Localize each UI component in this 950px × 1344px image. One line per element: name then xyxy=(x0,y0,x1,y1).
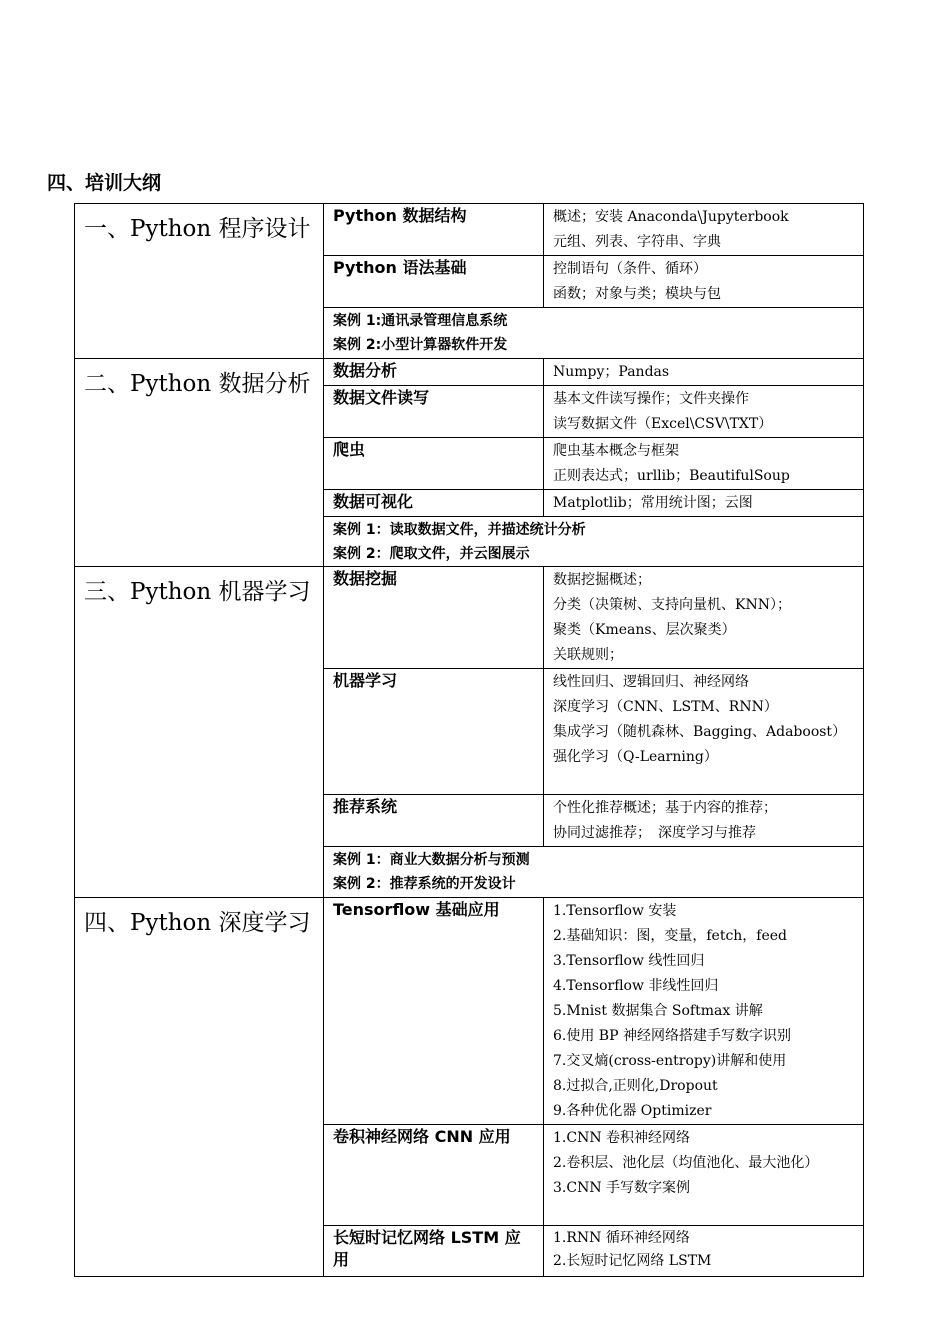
topic-detail xyxy=(544,1125,864,1226)
detail-line: 7.交叉熵(cross-entropy)讲解和使用 xyxy=(553,1053,787,1069)
topic-detail xyxy=(544,898,864,1125)
topic-recommender-system: 推荐系统 xyxy=(324,795,544,847)
detail-line: 8.过拟合,正则化,Dropout xyxy=(553,1078,718,1094)
topic-data-analysis: 数据分析 xyxy=(324,359,544,386)
detail-line: 正则表达式；urllib；BeautifulSoup xyxy=(553,468,790,484)
table-row xyxy=(75,359,864,386)
detail-line: 线性回归、逻辑回归、神经网络 xyxy=(553,674,749,690)
topic-cnn: 卷积神经网络 CNN 应用 xyxy=(324,1125,544,1226)
training-outline-table xyxy=(74,203,864,1277)
detail-line: 聚类（Kmeans、层次聚类） xyxy=(553,622,736,638)
detail-line: 元组、列表、字符串、字典 xyxy=(553,234,721,250)
case-line: 案例 1：读取数据文件，并描述统计分析 xyxy=(333,522,586,538)
detail-line: 强化学习（Q-Learning） xyxy=(553,749,718,765)
topic-detail xyxy=(544,490,864,517)
topic-detail xyxy=(544,359,864,386)
detail-line: 2.基础知识：图，变量，fetch，feed xyxy=(553,928,788,944)
detail-line: 分类（决策树、支持向量机、KNN）； xyxy=(553,597,791,613)
detail-line: 4.Tensorflow 非线性回归 xyxy=(553,978,719,994)
topic-detail xyxy=(544,669,864,795)
detail-line: 2.卷积层、池化层（均值池化、最大池化） xyxy=(553,1155,819,1171)
detail-line: 关联规则； xyxy=(553,647,623,663)
topic-tensorflow-basics: Tensorflow 基础应用 xyxy=(324,898,544,1125)
detail-line: Matplotlib；常用统计图；云图 xyxy=(553,495,753,511)
detail-line: 概述；安装 Anaconda\Jupyterbook xyxy=(553,209,789,225)
case-line: 案例 1：商业大数据分析与预测 xyxy=(333,852,530,868)
table-row xyxy=(75,204,864,256)
topic-detail xyxy=(544,386,864,438)
topic-data-visualization: 数据可视化 xyxy=(324,490,544,517)
topic-python-syntax: Python 语法基础 xyxy=(324,256,544,308)
detail-line: 集成学习（随机森林、Bagging、Adaboost） xyxy=(553,724,847,740)
detail-line: 数据挖掘概述； xyxy=(553,572,651,588)
detail-line: 6.使用 BP 神经网络搭建手写数字识别 xyxy=(553,1028,791,1044)
topic-detail xyxy=(544,438,864,490)
table-row xyxy=(75,898,864,1125)
detail-line: 基本文件读写操作；文件夹操作 xyxy=(553,391,749,407)
topic-machine-learning: 机器学习 xyxy=(324,669,544,795)
detail-line: 深度学习（CNN、LSTM、RNN） xyxy=(553,699,778,715)
detail-line: 9.各种优化器 Optimizer xyxy=(553,1103,712,1119)
module-title-python-deep-learning: 四、Python 深度学习 xyxy=(75,898,324,1277)
case-line: 案例 2：爬取文件，并云图展示 xyxy=(333,546,530,562)
topic-detail xyxy=(544,256,864,308)
case-line: 案例 1:通讯录管理信息系统 xyxy=(333,313,508,329)
detail-line: 5.Mnist 数据集合 Softmax 讲解 xyxy=(553,1003,763,1019)
module-title-python-machine-learning: 三、Python 机器学习 xyxy=(75,567,324,898)
topic-crawler: 爬虫 xyxy=(324,438,544,490)
case-line: 案例 2:小型计算器软件开发 xyxy=(333,337,508,353)
detail-line: 函数；对象与类；模块与包 xyxy=(553,286,721,302)
detail-line: 协同过滤推荐； 深度学习与推荐 xyxy=(553,825,756,841)
topic-detail xyxy=(544,567,864,669)
detail-line: 爬虫基本概念与框架 xyxy=(553,443,679,459)
detail-line: 读写数据文件（Excel\CSV\TXT） xyxy=(553,416,773,432)
detail-line: Numpy；Pandas xyxy=(553,364,670,380)
table-row xyxy=(75,567,864,669)
topic-lstm: 长短时记忆网络 LSTM 应用 xyxy=(324,1226,544,1277)
topic-detail xyxy=(544,795,864,847)
case-line: 案例 2：推荐系统的开发设计 xyxy=(333,876,516,892)
detail-line: 1.Tensorflow 安装 xyxy=(553,903,677,919)
topic-data-file-io: 数据文件读写 xyxy=(324,386,544,438)
detail-line: 1.CNN 卷积神经网络 xyxy=(553,1130,691,1146)
case-studies xyxy=(324,308,864,359)
module-title-python-data-analysis: 二、Python 数据分析 xyxy=(75,359,324,567)
detail-line: 3.CNN 手写数字案例 xyxy=(553,1180,691,1196)
detail-line: 2.长短时记忆网络 LSTM xyxy=(553,1253,712,1269)
case-studies xyxy=(324,517,864,567)
topic-data-mining: 数据挖掘 xyxy=(324,567,544,669)
topic-python-data-structures: Python 数据结构 xyxy=(324,204,544,256)
detail-line: 控制语句（条件、循环） xyxy=(553,261,707,277)
topic-detail xyxy=(544,1226,864,1277)
detail-line: 3.Tensorflow 线性回归 xyxy=(553,953,705,969)
topic-detail xyxy=(544,204,864,256)
module-title-python-programming: 一、Python 程序设计 xyxy=(75,204,324,359)
section-heading: 四、培训大纲 xyxy=(47,172,162,194)
detail-line: 个性化推荐概述；基于内容的推荐； xyxy=(553,800,777,816)
detail-line: 1.RNN 循环神经网络 xyxy=(553,1230,690,1246)
case-studies xyxy=(324,847,864,898)
